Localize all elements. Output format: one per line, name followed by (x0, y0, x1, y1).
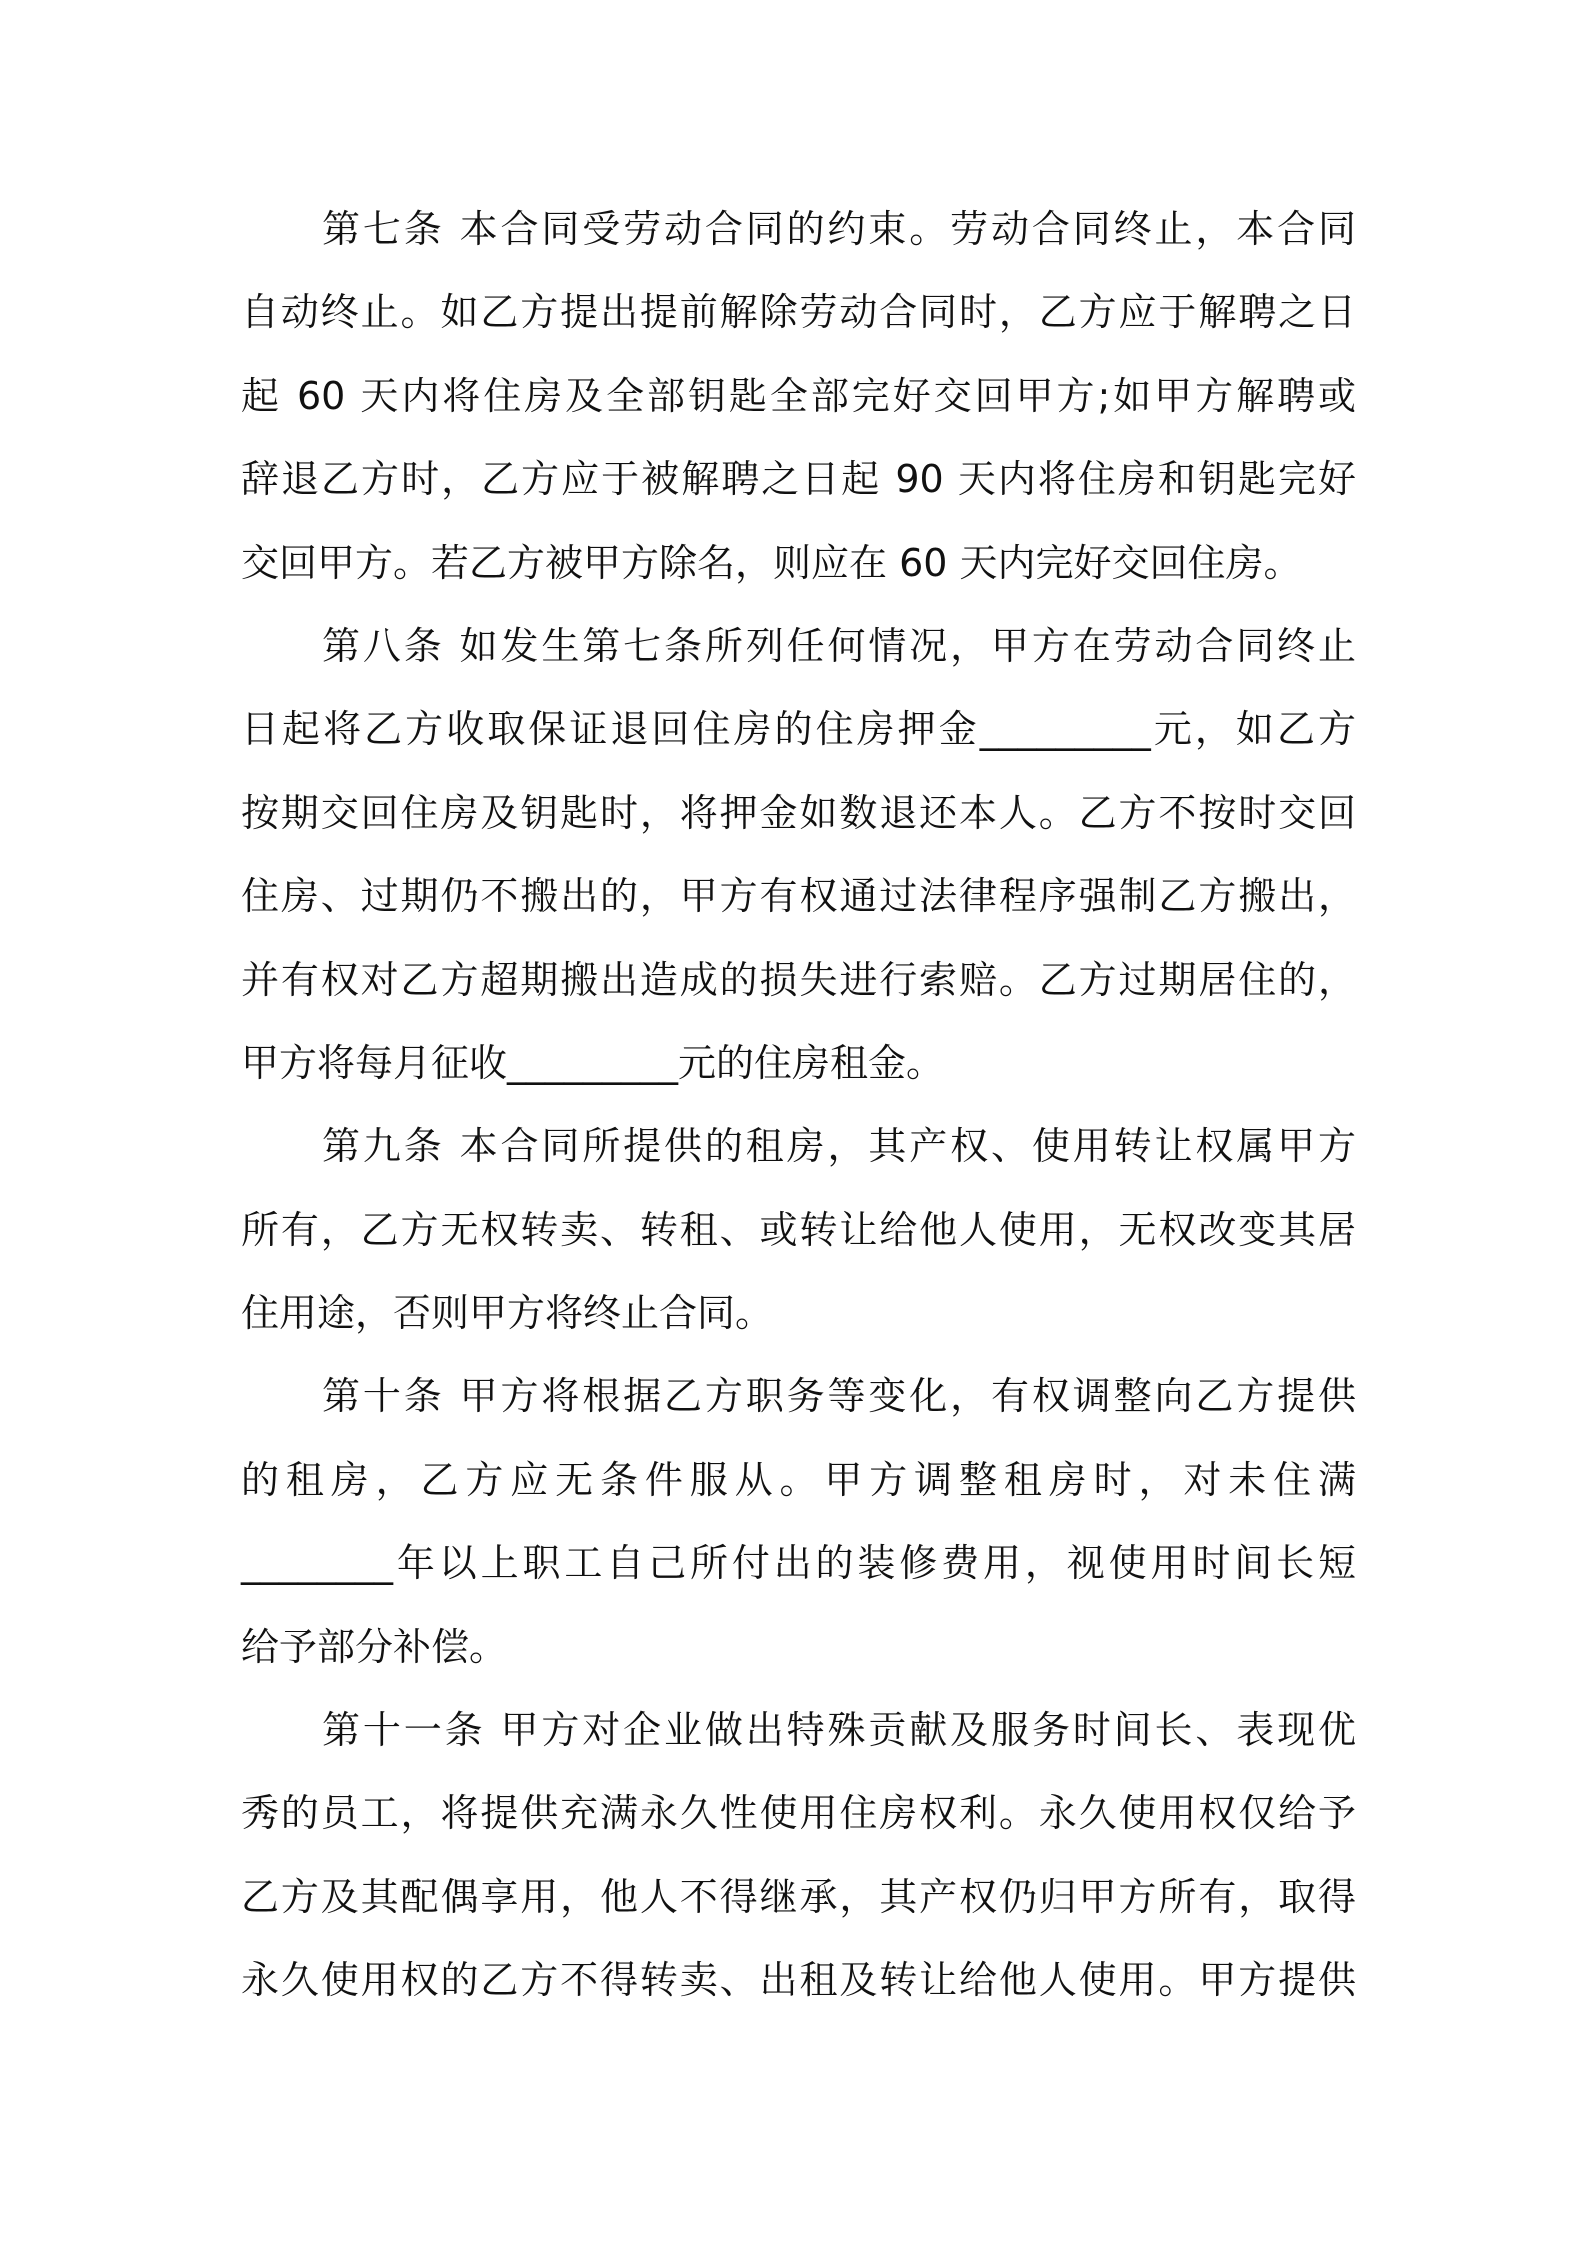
text-line: 第十条 甲方将根据乙方职务等变化，有权调整向乙方提供 (322, 1374, 1356, 1419)
document-body (241, 188, 1356, 2023)
text-line: 乙方及其配偶享用，他人不得继承，其产权仍归甲方所有，取得 (241, 1874, 1356, 1919)
text-line: 的租房，乙方应无条件服从。甲方调整租房时，对未住满 (241, 1457, 1356, 1502)
article-8 (241, 605, 1356, 1105)
text-line: 甲方将每月征收_________元的住房租金。 (241, 1040, 945, 1085)
text-line: 第八条 如发生第七条所列任何情况，甲方在劳动合同终止 (322, 623, 1356, 668)
article-10 (241, 1355, 1356, 1689)
text-line: 永久使用权的乙方不得转卖、出租及转让给他人使用。甲方提供 (241, 1958, 1356, 2003)
text-line: 第九条 本合同所提供的租房，其产权、使用转让权属甲方 (322, 1124, 1356, 1169)
article-9 (241, 1105, 1356, 1355)
text-line: 所有，乙方无权转卖、转租、或转让给他人使用，无权改变其居 (241, 1207, 1356, 1252)
text-line: 秀的员工，将提供充满永久性使用住房权利。永久使用权仅给予 (241, 1791, 1356, 1836)
text-line: 日起将乙方收取保证退回住房的住房押金_________元，如乙方 (241, 707, 1356, 752)
text-line: 按期交回住房及钥匙时，将押金如数退还本人。乙方不按时交回 (241, 790, 1356, 835)
text-line: ________年以上职工自己所付出的装修费用，视使用时间长短 (241, 1541, 1356, 1586)
text-line: 起 60 天内将住房及全部钥匙全部完好交回甲方;如甲方解聘或 (241, 373, 1356, 418)
text-line: 辞退乙方时，乙方应于被解聘之日起 90 天内将住房和钥匙完好 (241, 457, 1356, 502)
text-line: 给予部分补偿。 (241, 1624, 508, 1669)
text-line: 第十一条 甲方对企业做出特殊贡献及服务时间长、表现优 (322, 1708, 1356, 1753)
text-line: 第七条 本合同受劳动合同的约束。劳动合同终止，本合同 (322, 207, 1356, 251)
text-line: 住用途，否则甲方将终止合同。 (241, 1291, 774, 1336)
text-line: 自动终止。如乙方提出提前解除劳动合同时，乙方应于解聘之日 (241, 290, 1356, 335)
text-line: 并有权对乙方超期搬出造成的损失进行索赔。乙方过期居住的， (241, 957, 1356, 1002)
text-line: 住房、过期仍不搬出的，甲方有权通过法律程序强制乙方搬出， (241, 874, 1356, 919)
article-11 (241, 1689, 1356, 2023)
text-line: 交回甲方。若乙方被甲方除名，则应在 60 天内完好交回住房。 (241, 540, 1302, 585)
article-7 (241, 188, 1356, 605)
